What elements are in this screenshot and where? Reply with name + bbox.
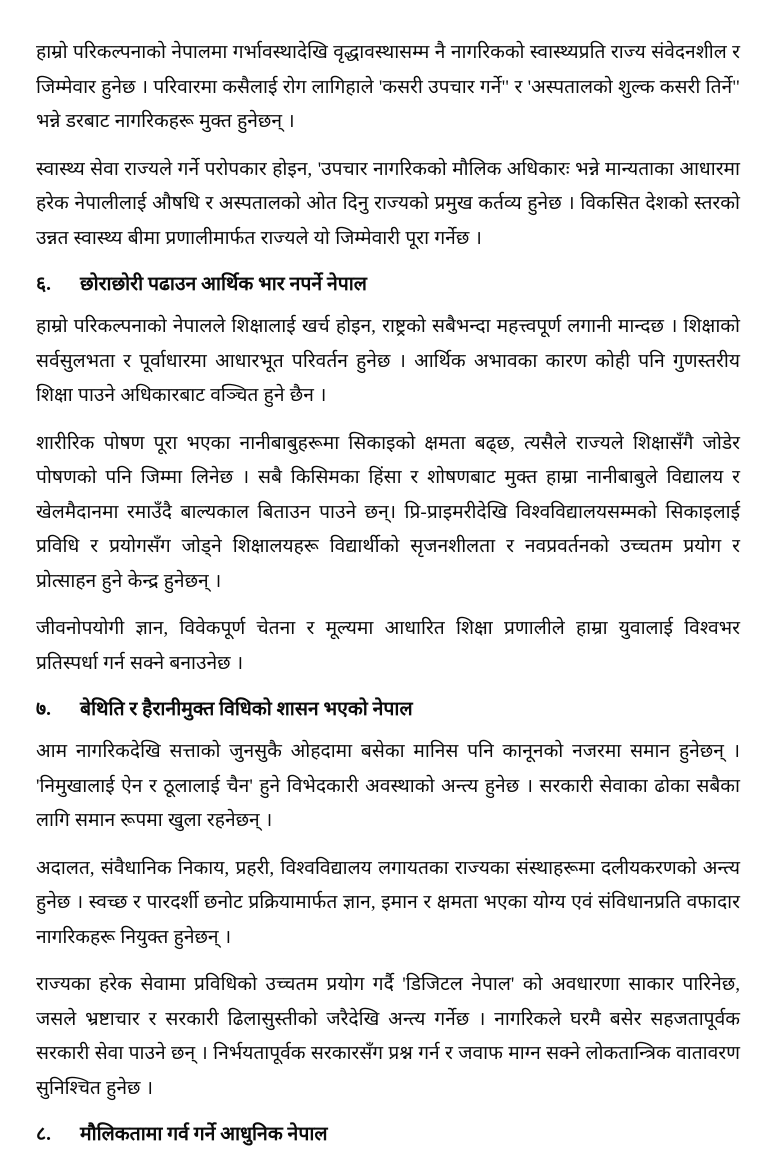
section-title-6: छोराछोरी पढाउन आर्थिक भार नपर्ने नेपाल [80, 274, 367, 295]
section-title-8: मौलिकतामा गर्व गर्ने आधुनिक नेपाल [80, 1124, 328, 1145]
section-number-8: ८. [36, 1124, 51, 1145]
paragraph-education-nutrition: शारीरिक पोषण पूरा भएका नानीबाबुहरूमा सिकाइको क्षमता बढ्छ, त्यसैले राज्यले शिक्षासँगै जोडेर पोषणको पनि जिम्मा लिनेछ । सबै किसिमका हिंसा र शोषणबाट मुक्त हाम्रा नानीबाबुले विद्यालय र खेलमैदानमा रमाउँदै बाल्यकाल बिताउन पाउने छन्। प्रि-प्राइमरीदेखि विश्वविद्यालयसम्मको सिकाइलाई प्रविधि र प्रयोगसँग जोड्ने शिक्षालयहरू विद्यार्थीको सृजनशीलता र नवप्रवर्तनको उच्चतम प्रयोग र प्रोत्साहन हुने केन्द्र हुनेछन् । [36, 432, 740, 592]
paragraph-rule-of-law: आम नागरिकदेखि सत्ताको जुनसुकै ओहदामा बसेका मानिस पनि कानूनको नजरमा समान हुनेछन् । 'निमुखालाई ऐन र ठूलालाई चैन' हुने विभेदकारी अवस्थाको अन्त्य हुनेछ । सरकारी सेवाका ढोका सबैका लागि समान रूपमा खुला रहनेछन् । [36, 741, 740, 831]
section-number-6: ६. [36, 274, 51, 295]
paragraph-digital-nepal: राज्यका हरेक सेवामा प्रविधिको उच्चतम प्रयोग गर्दै 'डिजिटल नेपाल' को अवधारणा साकार पारिनेछ, जसले भ्रष्टाचार र सरकारी ढिलासुस्तीको जरैदेखि अन्त्य गर्नेछ । नागरिकले घरमै बसेर सहजतापूर्वक सरकारी सेवा पाउने छन् । निर्भयतापूर्वक सरकारसँग प्रश्न गर्न र जवाफ माग्न सक्ने लोकतान्त्रिक वातावरण सुनिश्चित हुनेछ । [36, 974, 740, 1099]
paragraph-institutions: अदालत, संवैधानिक निकाय, प्रहरी, विश्वविद्यालय लगायतका राज्यका संस्थाहरूमा दलीयकरणको अन्त्य हुनेछ । स्वच्छ र पारदर्शी छनोट प्रक्रियामार्फत ज्ञान, इमान र क्षमता भएका योग्य एवं संविधानप्रति वफादार नागरिकहरू नियुक्त हुनेछन् । [36, 857, 740, 948]
section-title-7: बेथिति र हैरानीमुक्त विधिको शासन भएको नेपाल [80, 699, 413, 720]
paragraph-education-investment: हाम्रो परिकल्पनाको नेपालले शिक्षालाई खर्च होइन, राष्ट्रको सबैभन्दा महत्त्वपूर्ण लगानी मान्दछ । शिक्षाको सर्वसुलभता र पूर्वाधारमा आधारभूत परिवर्तन हुनेछ । आर्थिक अभावका कारण कोही पनि गुणस्तरीय शिक्षा पाउने अधिकारबाट वञ्चित हुने छैन । [36, 316, 740, 406]
paragraph-health-vision: हाम्रो परिकल्पनाको नेपालमा गर्भावस्थादेखि वृद्धावस्थासम्म नै नागरिकको स्वास्थ्यप्रति राज्य संवेदनशील र जिम्मेवार हुनेछ । परिवारमा कसैलाई रोग लागिहाले 'कसरी उपचार गर्ने" र 'अस्पतालको शुल्क कसरी तिर्ने" भन्ने डरबाट नागरिकहरू मुक्त हुनेछन् । [36, 42, 740, 132]
section-number-7: ७. [36, 699, 51, 720]
paragraph-health-rights: स्वास्थ्य सेवा राज्यले गर्ने परोपकार होइन, 'उपचार नागरिकको मौलिक अधिकारः भन्ने मान्यताका आधारमा हरेक नेपालीलाई औषधि र अस्पतालको ओत दिनु राज्यको प्रमुख कर्तव्य हुनेछ । विकसित देशको स्तरको उन्नत स्वास्थ्य बीमा प्रणालीमार्फत राज्यले यो जिम्मेवारी पूरा गर्नेछ । [36, 158, 740, 249]
section-heading-6 [36, 269, 740, 301]
section-heading-8 [36, 1119, 740, 1151]
paragraph-education-global: जीवनोपयोगी ज्ञान, विवेकपूर्ण चेतना र मूल्यमा आधारित शिक्षा प्रणालीले हाम्रा युवालाई विश्वभर प्रतिस्पर्धा गर्न सक्ने बनाउनेछ । [36, 618, 740, 674]
document-text-column [36, 36, 740, 1151]
section-heading-7 [36, 694, 740, 726]
